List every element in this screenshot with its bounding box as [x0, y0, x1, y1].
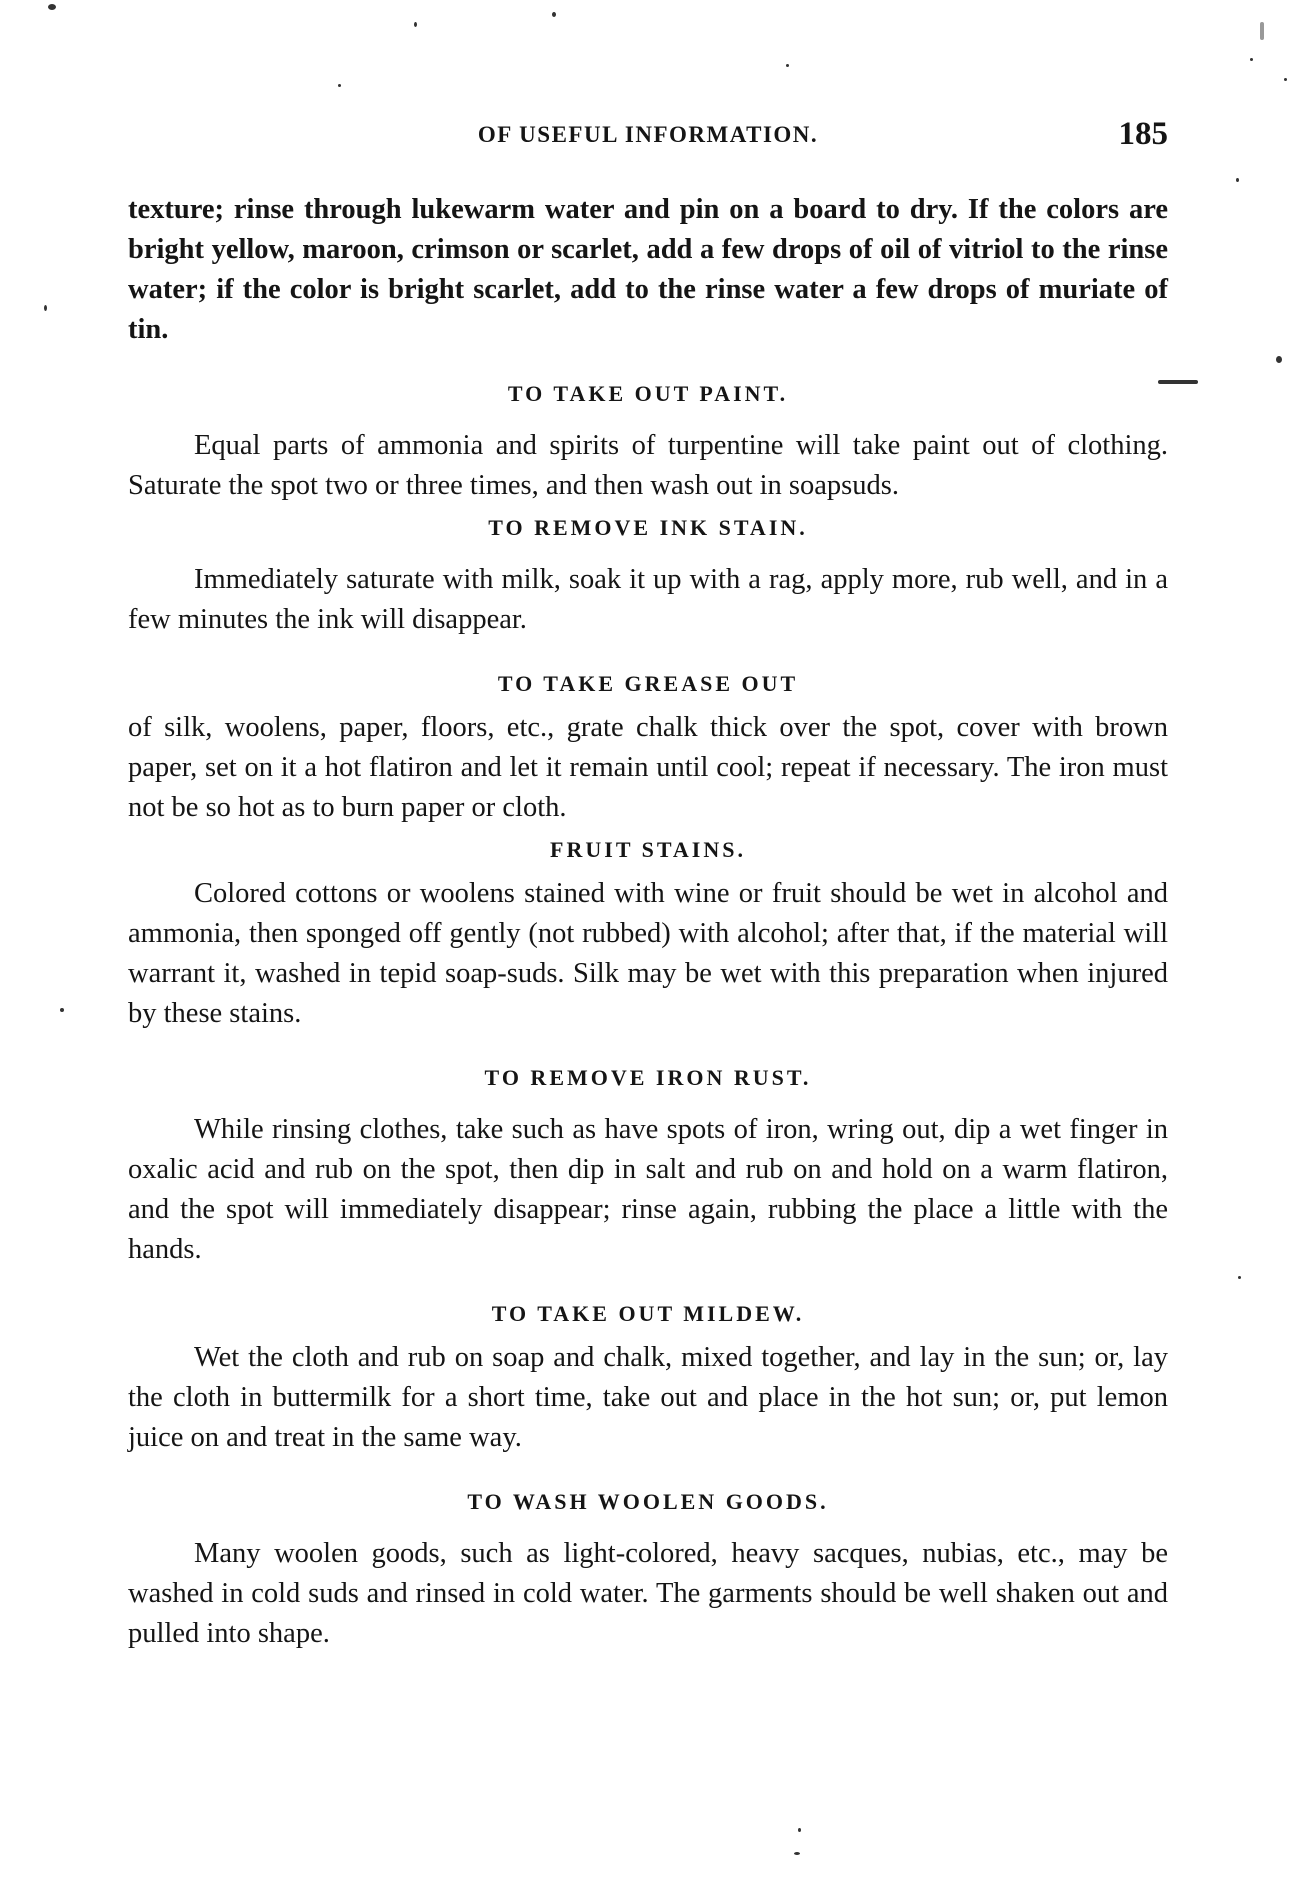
scan-speck [60, 1008, 64, 1012]
section-paragraph-ink-stain: Immediately saturate with milk, soak it up with a rag, apply more, rub well, and in a few minutes the ink will disappear. [128, 564, 1168, 635]
scan-speck [414, 22, 417, 27]
section-heading-paint: TO TAKE OUT PAINT. [507, 381, 789, 406]
section-heading-grease: TO TAKE GREASE OUT [497, 671, 799, 696]
scan-speck [1284, 78, 1287, 81]
scan-speck [1276, 356, 1282, 363]
scan-speck [1236, 178, 1239, 182]
section-heading-fruit-stains: FRUIT STAINS. [550, 837, 746, 862]
section-paragraph-grease: of silk, woolens, paper, floors, etc., grate chalk thick over the spot, cover with brown paper, set on it a hot flatiron and let it remain until cool; repeat if necessary. The iron must not be so hot as to burn paper or cloth. [128, 712, 1168, 823]
section-paragraph-paint: Equal parts of ammonia and spirits of turpentine will take paint out of clothing. Saturate the spot two or three times, and then wash out in soapsuds. [128, 430, 1168, 501]
section-paragraph-mildew: Wet the cloth and rub on soap and chalk, mixed together, and lay in the sun; or, lay the cloth in buttermilk for a short time, take out and place in the hot sun; or, put lemon juice on and treat in the same way. [128, 1342, 1168, 1453]
scan-speck [1260, 22, 1264, 40]
scan-speck [552, 12, 556, 17]
scan-speck [338, 84, 341, 87]
page-number: 185 [1118, 116, 1168, 152]
section-paragraph-woolen-goods: Many woolen goods, such as light-colored, heavy sacques, nubias, etc., may be washed in cold suds and rinsed in cold water. The garments should be well shaken out and pulled into shape. [128, 1538, 1168, 1649]
running-title: OF USEFUL INFORMATION. [477, 122, 819, 147]
scan-speck [794, 1852, 800, 1855]
scan-speck [48, 4, 56, 10]
continued-paragraph: texture; rinse through lukewarm water and pin on a board to dry. If the colors are bright yellow, maroon, crimson or scarlet, add a few drops of oil of vitriol to the rinse water; if the color is bright scarlet, add to the rinse water a few drops of muriate of tin. [128, 194, 1168, 345]
running-head [128, 116, 1168, 162]
scan-speck [798, 1828, 801, 1832]
page-body [128, 190, 1168, 1654]
section-heading-ink-stain: TO REMOVE INK STAIN. [488, 515, 808, 540]
scan-speck [1250, 58, 1253, 61]
scan-speck [786, 64, 789, 67]
section-heading-mildew: TO TAKE OUT MILDEW. [491, 1301, 805, 1326]
section-paragraph-iron-rust: While rinsing clothes, take such as have spots of iron, wring out, dip a wet finger in oxalic acid and rub on the spot, then dip in salt and rub on and hold on a warm flatiron, and the spot will immediately disappear; rinse again, rubbing the place a little with the hands. [128, 1114, 1168, 1265]
section-heading-iron-rust: TO REMOVE IRON RUST. [484, 1065, 812, 1090]
section-paragraph-fruit-stains: Colored cottons or woolens stained with wine or fruit should be wet in alcohol and ammonia, then sponged off gently (not rubbed) with alcohol; after that, if the material will warrant it, washed in tepid soap-suds. Silk may be wet with this preparation when injured by these stains. [128, 878, 1168, 1029]
section-heading-woolen-goods: TO WASH WOOLEN GOODS. [467, 1489, 829, 1514]
scan-speck [44, 305, 47, 311]
scan-speck [1238, 1276, 1241, 1279]
